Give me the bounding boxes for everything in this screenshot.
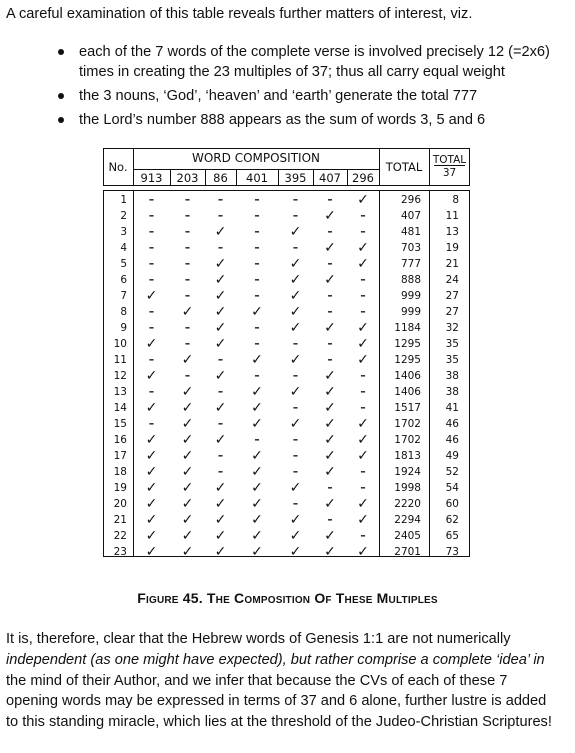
row-number: 4 bbox=[120, 242, 127, 254]
dash-mark: – bbox=[148, 274, 155, 286]
dash-mark: – bbox=[148, 322, 155, 334]
tick-mark-icon: ✓ bbox=[289, 224, 302, 240]
dash-mark: – bbox=[148, 386, 155, 398]
row-number: 12 bbox=[113, 370, 127, 382]
bullet-dot-icon bbox=[58, 117, 64, 123]
tick-mark-icon: ✓ bbox=[214, 256, 227, 272]
dash-mark: – bbox=[148, 226, 155, 238]
dash-mark: – bbox=[292, 498, 299, 510]
dash-mark: – bbox=[254, 274, 260, 286]
row-total: 2220 bbox=[394, 498, 421, 510]
row-total: 1184 bbox=[394, 322, 421, 334]
dash-mark: – bbox=[327, 226, 333, 238]
tick-mark-icon: ✓ bbox=[214, 272, 227, 288]
dash-mark: – bbox=[327, 482, 333, 494]
dash-mark: – bbox=[360, 370, 366, 382]
tick-mark-icon: ✓ bbox=[251, 400, 263, 416]
tick-mark-icon: ✓ bbox=[357, 544, 369, 560]
dash-mark: – bbox=[327, 194, 333, 206]
row-number: 10 bbox=[113, 338, 127, 350]
dash-mark: – bbox=[360, 530, 366, 542]
tick-mark-icon: ✓ bbox=[145, 432, 158, 448]
row-total: 1702 bbox=[394, 434, 421, 446]
dash-mark: – bbox=[327, 514, 333, 526]
row-total: 1517 bbox=[394, 402, 421, 414]
row-number: 20 bbox=[113, 498, 127, 510]
row-total: 703 bbox=[400, 242, 421, 254]
dash-mark: – bbox=[217, 450, 224, 462]
row-number: 14 bbox=[113, 402, 127, 414]
row-number: 1 bbox=[120, 194, 127, 206]
paragraph-line-1: It is, therefore, clear that the Hebrew words of Genesis 1:1 are not numerically bbox=[6, 631, 511, 647]
bullet-1-line-2: times in creating the 23 multiples of 37; thus all carry equal weight bbox=[79, 64, 505, 80]
tick-mark-icon: ✓ bbox=[357, 512, 369, 528]
tick-mark-icon: ✓ bbox=[145, 448, 158, 464]
row-total: 1406 bbox=[394, 370, 421, 382]
dash-mark: – bbox=[254, 370, 260, 382]
header-word-2: 203 bbox=[176, 171, 199, 185]
bullet-dot-icon bbox=[58, 93, 64, 99]
tick-mark-icon: ✓ bbox=[145, 336, 158, 352]
dash-mark: – bbox=[254, 226, 260, 238]
row-total-div-37: 27 bbox=[445, 306, 459, 318]
dash-mark: – bbox=[327, 290, 333, 302]
tick-mark-icon: ✓ bbox=[145, 400, 158, 416]
dash-mark: – bbox=[254, 194, 260, 206]
bullet-item-2 bbox=[0, 86, 575, 106]
dash-mark: – bbox=[184, 242, 191, 254]
row-total: 777 bbox=[400, 258, 421, 270]
tick-mark-icon: ✓ bbox=[324, 272, 336, 288]
tick-mark-icon: ✓ bbox=[324, 544, 336, 560]
dash-mark: – bbox=[327, 258, 333, 270]
dash-mark: – bbox=[217, 418, 224, 430]
tick-mark-icon: ✓ bbox=[324, 464, 336, 480]
row-total-div-37: 54 bbox=[445, 482, 459, 494]
tick-mark-icon: ✓ bbox=[357, 432, 369, 448]
tick-mark-icon: ✓ bbox=[181, 512, 194, 528]
tick-mark-icon: ✓ bbox=[251, 528, 263, 544]
row-total: 2294 bbox=[394, 514, 421, 526]
tick-mark-icon: ✓ bbox=[145, 512, 158, 528]
tick-mark-icon: ✓ bbox=[181, 352, 194, 368]
header-total-div-top: TOTAL bbox=[432, 154, 467, 166]
tick-mark-icon: ✓ bbox=[214, 224, 227, 240]
row-number: 3 bbox=[120, 226, 127, 238]
tick-mark-icon: ✓ bbox=[214, 320, 227, 336]
tick-mark-icon: ✓ bbox=[324, 320, 336, 336]
header-fraction-line bbox=[434, 165, 465, 166]
tick-mark-icon: ✓ bbox=[214, 496, 227, 512]
dash-mark: – bbox=[327, 338, 333, 350]
header-word-composition: WORD COMPOSITION bbox=[191, 151, 320, 165]
row-total-div-37: 38 bbox=[445, 370, 459, 382]
row-total: 1295 bbox=[394, 354, 421, 366]
dash-mark: – bbox=[327, 354, 333, 366]
dash-mark: – bbox=[184, 338, 191, 350]
tick-mark-icon: ✓ bbox=[324, 240, 336, 256]
tick-mark-icon: ✓ bbox=[324, 368, 336, 384]
row-total-div-37: 38 bbox=[445, 386, 459, 398]
row-number: 5 bbox=[120, 258, 127, 270]
tick-mark-icon: ✓ bbox=[357, 320, 369, 336]
tick-mark-icon: ✓ bbox=[289, 384, 302, 400]
tick-mark-icon: ✓ bbox=[181, 304, 194, 320]
dash-mark: – bbox=[217, 210, 224, 222]
dash-mark: – bbox=[148, 418, 155, 430]
tick-mark-icon: ✓ bbox=[289, 352, 302, 368]
row-total-div-37: 60 bbox=[445, 498, 459, 510]
row-number: 2 bbox=[120, 210, 127, 222]
dash-mark: – bbox=[254, 434, 260, 446]
header-total: TOTAL bbox=[385, 160, 423, 174]
row-total: 1702 bbox=[394, 418, 421, 430]
tick-mark-icon: ✓ bbox=[289, 528, 302, 544]
dash-mark: – bbox=[217, 466, 224, 478]
row-total-div-37: 27 bbox=[445, 290, 459, 302]
row-total: 999 bbox=[400, 290, 421, 302]
header-total-div-bottom: 37 bbox=[442, 167, 457, 179]
header-word-3: 86 bbox=[213, 171, 228, 185]
dash-mark: – bbox=[292, 210, 299, 222]
dash-mark: – bbox=[217, 386, 224, 398]
row-number: 16 bbox=[113, 434, 127, 446]
dash-mark: – bbox=[254, 210, 260, 222]
dash-mark: – bbox=[148, 194, 155, 206]
row-total: 999 bbox=[400, 306, 421, 318]
dash-mark: – bbox=[217, 194, 224, 206]
tick-mark-icon: ✓ bbox=[145, 528, 158, 544]
row-total-div-37: 19 bbox=[445, 242, 459, 254]
tick-mark-icon: ✓ bbox=[251, 544, 263, 560]
row-total-div-37: 73 bbox=[445, 546, 459, 558]
tick-mark-icon: ✓ bbox=[251, 416, 263, 432]
row-number: 23 bbox=[113, 546, 127, 558]
tick-mark-icon: ✓ bbox=[251, 480, 263, 496]
tick-mark-icon: ✓ bbox=[357, 240, 369, 256]
row-total-div-37: 65 bbox=[445, 530, 459, 542]
dash-mark: – bbox=[217, 242, 224, 254]
row-total-div-37: 11 bbox=[445, 210, 459, 222]
tick-mark-icon: ✓ bbox=[145, 288, 158, 304]
dash-mark: – bbox=[327, 306, 333, 318]
row-total: 1406 bbox=[394, 386, 421, 398]
tick-mark-icon: ✓ bbox=[181, 416, 194, 432]
tick-mark-icon: ✓ bbox=[289, 512, 302, 528]
tick-mark-icon: ✓ bbox=[251, 512, 263, 528]
dash-mark: – bbox=[148, 306, 155, 318]
dash-mark: – bbox=[148, 210, 155, 222]
dash-mark: – bbox=[217, 354, 224, 366]
row-total: 481 bbox=[400, 226, 421, 238]
dash-mark: – bbox=[254, 242, 260, 254]
header-no: No. bbox=[108, 160, 128, 174]
dash-mark: – bbox=[360, 306, 366, 318]
row-total-div-37: 41 bbox=[445, 402, 459, 414]
tick-mark-icon: ✓ bbox=[324, 208, 336, 224]
dash-mark: – bbox=[360, 402, 366, 414]
row-total-div-37: 24 bbox=[445, 274, 459, 286]
tick-mark-icon: ✓ bbox=[251, 304, 263, 320]
row-total: 1295 bbox=[394, 338, 421, 350]
row-total-div-37: 21 bbox=[445, 258, 459, 270]
row-number: 15 bbox=[113, 418, 127, 430]
row-total: 1924 bbox=[394, 466, 421, 478]
row-number: 6 bbox=[120, 274, 127, 286]
tick-mark-icon: ✓ bbox=[214, 544, 227, 560]
tick-mark-icon: ✓ bbox=[181, 544, 194, 560]
row-number: 22 bbox=[113, 530, 127, 542]
tick-mark-icon: ✓ bbox=[357, 496, 369, 512]
tick-mark-icon: ✓ bbox=[214, 528, 227, 544]
dash-mark: – bbox=[184, 322, 191, 334]
tick-mark-icon: ✓ bbox=[181, 528, 194, 544]
tick-mark-icon: ✓ bbox=[324, 416, 336, 432]
tick-mark-icon: ✓ bbox=[357, 192, 369, 208]
tick-mark-icon: ✓ bbox=[289, 416, 302, 432]
dash-mark: – bbox=[254, 290, 260, 302]
row-number: 8 bbox=[120, 306, 127, 318]
header-subline bbox=[133, 169, 379, 170]
dash-mark: – bbox=[360, 226, 366, 238]
tick-mark-icon: ✓ bbox=[214, 368, 227, 384]
dash-mark: – bbox=[184, 274, 191, 286]
paragraph-line-3: the mind of their Author, and we infer that because the CVs of each of these 7 bbox=[6, 672, 508, 689]
tick-mark-icon: ✓ bbox=[357, 416, 369, 432]
tick-mark-icon: ✓ bbox=[181, 480, 194, 496]
tick-mark-icon: ✓ bbox=[324, 448, 336, 464]
row-total: 296 bbox=[400, 194, 421, 206]
tick-mark-icon: ✓ bbox=[324, 432, 336, 448]
tick-mark-icon: ✓ bbox=[251, 384, 263, 400]
dash-mark: – bbox=[254, 338, 260, 350]
bullet-dot-icon bbox=[58, 49, 64, 55]
tick-mark-icon: ✓ bbox=[145, 544, 158, 560]
tick-mark-icon: ✓ bbox=[324, 400, 336, 416]
dash-mark: – bbox=[292, 466, 299, 478]
bullet-list bbox=[0, 42, 575, 134]
row-total-div-37: 13 bbox=[445, 226, 459, 238]
tick-mark-icon: ✓ bbox=[289, 288, 302, 304]
figure-caption: Figure 45. The Composition Of These Multiples bbox=[137, 590, 438, 606]
tick-mark-icon: ✓ bbox=[181, 400, 194, 416]
row-number: 21 bbox=[113, 514, 127, 526]
dash-mark: – bbox=[292, 434, 299, 446]
bullet-item-3 bbox=[0, 110, 575, 130]
row-total-div-37: 32 bbox=[445, 322, 459, 334]
tick-mark-icon: ✓ bbox=[357, 336, 369, 352]
dash-mark: – bbox=[292, 338, 299, 350]
row-total: 407 bbox=[400, 210, 421, 222]
row-total-div-37: 46 bbox=[445, 418, 459, 430]
header-word-5: 395 bbox=[284, 171, 307, 185]
dash-mark: – bbox=[148, 354, 155, 366]
body-paragraph bbox=[6, 629, 568, 733]
header-word-7: 296 bbox=[352, 171, 374, 185]
row-total: 1998 bbox=[394, 482, 421, 494]
row-number: 7 bbox=[120, 290, 127, 302]
row-number: 13 bbox=[113, 386, 127, 398]
dash-mark: – bbox=[148, 258, 155, 270]
row-total-div-37: 35 bbox=[445, 354, 459, 366]
word-composition-table bbox=[103, 148, 470, 560]
tick-mark-icon: ✓ bbox=[289, 304, 302, 320]
tick-mark-icon: ✓ bbox=[357, 256, 369, 272]
bullet-item-1 bbox=[0, 42, 575, 82]
row-total-div-37: 46 bbox=[445, 434, 459, 446]
dash-mark: – bbox=[360, 482, 366, 494]
dash-mark: – bbox=[292, 450, 299, 462]
tick-mark-icon: ✓ bbox=[145, 464, 158, 480]
tick-mark-icon: ✓ bbox=[181, 448, 194, 464]
tick-mark-icon: ✓ bbox=[251, 464, 263, 480]
dash-mark: – bbox=[184, 290, 191, 302]
row-number: 19 bbox=[113, 482, 127, 494]
row-total: 2405 bbox=[394, 530, 421, 542]
tick-mark-icon: ✓ bbox=[324, 384, 336, 400]
tick-mark-icon: ✓ bbox=[181, 384, 194, 400]
tick-mark-icon: ✓ bbox=[214, 432, 227, 448]
tick-mark-icon: ✓ bbox=[324, 528, 336, 544]
dash-mark: – bbox=[360, 274, 366, 286]
dash-mark: – bbox=[360, 210, 366, 222]
header-word-4: 401 bbox=[246, 171, 268, 185]
row-number: 17 bbox=[113, 450, 127, 462]
tick-mark-icon: ✓ bbox=[251, 448, 263, 464]
tick-mark-icon: ✓ bbox=[289, 256, 302, 272]
dash-mark: – bbox=[292, 242, 299, 254]
dash-mark: – bbox=[292, 370, 299, 382]
dash-mark: – bbox=[254, 258, 260, 270]
bullet-3-line-1: the Lord’s number 888 appears as the sum of words 3, 5 and 6 bbox=[79, 112, 486, 128]
dash-mark: – bbox=[184, 370, 191, 382]
tick-mark-icon: ✓ bbox=[324, 496, 336, 512]
tick-mark-icon: ✓ bbox=[214, 400, 227, 416]
dash-mark: – bbox=[184, 226, 191, 238]
row-total-div-37: 52 bbox=[445, 466, 459, 478]
tick-mark-icon: ✓ bbox=[214, 336, 227, 352]
dash-mark: – bbox=[360, 466, 366, 478]
dash-mark: – bbox=[148, 242, 155, 254]
paragraph-line-5: to this standing miracle, which lies at the threshold of the Judeo-Christian Scriptures! bbox=[6, 714, 552, 731]
row-total: 1813 bbox=[394, 450, 421, 462]
tick-mark-icon: ✓ bbox=[289, 320, 302, 336]
dash-mark: – bbox=[184, 210, 191, 222]
tick-mark-icon: ✓ bbox=[289, 480, 302, 496]
tick-mark-icon: ✓ bbox=[145, 496, 158, 512]
tick-mark-icon: ✓ bbox=[145, 368, 158, 384]
dash-mark: – bbox=[360, 386, 366, 398]
tick-mark-icon: ✓ bbox=[181, 432, 194, 448]
paragraph-line-2: independent (as one might have expected), but rather comprise a complete ‘idea’ in bbox=[6, 651, 545, 668]
row-total: 888 bbox=[400, 274, 421, 286]
row-number: 18 bbox=[113, 466, 127, 478]
tick-mark-icon: ✓ bbox=[181, 496, 194, 512]
tick-mark-icon: ✓ bbox=[181, 464, 194, 480]
bullet-2-line-1: the 3 nouns, ‘God’, ‘heaven’ and ‘earth’ generate the total 777 bbox=[79, 88, 478, 104]
row-total-div-37: 62 bbox=[445, 514, 459, 526]
dash-mark: – bbox=[292, 194, 299, 206]
bullet-1-line-1: each of the 7 words of the complete verse is involved precisely 12 (=2x6) bbox=[79, 44, 550, 60]
row-number: 11 bbox=[113, 354, 127, 366]
dash-mark: – bbox=[184, 194, 191, 206]
tick-mark-icon: ✓ bbox=[357, 352, 369, 368]
header-word-6: 407 bbox=[319, 171, 341, 185]
header-word-1: 913 bbox=[140, 171, 163, 185]
row-total-div-37: 49 bbox=[445, 450, 459, 462]
tick-mark-icon: ✓ bbox=[214, 480, 227, 496]
row-number: 9 bbox=[120, 322, 127, 334]
row-total-div-37: 35 bbox=[445, 338, 459, 350]
dash-mark: – bbox=[254, 322, 260, 334]
tick-mark-icon: ✓ bbox=[214, 304, 227, 320]
dash-mark: – bbox=[360, 290, 366, 302]
dash-mark: – bbox=[184, 258, 191, 270]
intro-text: A careful examination of this table reveals further matters of interest, viz. bbox=[6, 6, 473, 22]
dash-mark: – bbox=[292, 402, 299, 414]
tick-mark-icon: ✓ bbox=[289, 272, 302, 288]
tick-mark-icon: ✓ bbox=[214, 288, 227, 304]
tick-mark-icon: ✓ bbox=[289, 544, 302, 560]
tick-mark-icon: ✓ bbox=[145, 480, 158, 496]
paragraph-line-4: opening words may be expressed in terms of 37 and 6 alone, further lustre is added bbox=[6, 693, 547, 710]
row-total-div-37: 8 bbox=[452, 194, 459, 206]
tick-mark-icon: ✓ bbox=[214, 512, 227, 528]
tick-mark-icon: ✓ bbox=[357, 448, 369, 464]
tick-mark-icon: ✓ bbox=[251, 496, 263, 512]
tick-mark-icon: ✓ bbox=[251, 352, 263, 368]
row-total: 2701 bbox=[394, 546, 421, 558]
